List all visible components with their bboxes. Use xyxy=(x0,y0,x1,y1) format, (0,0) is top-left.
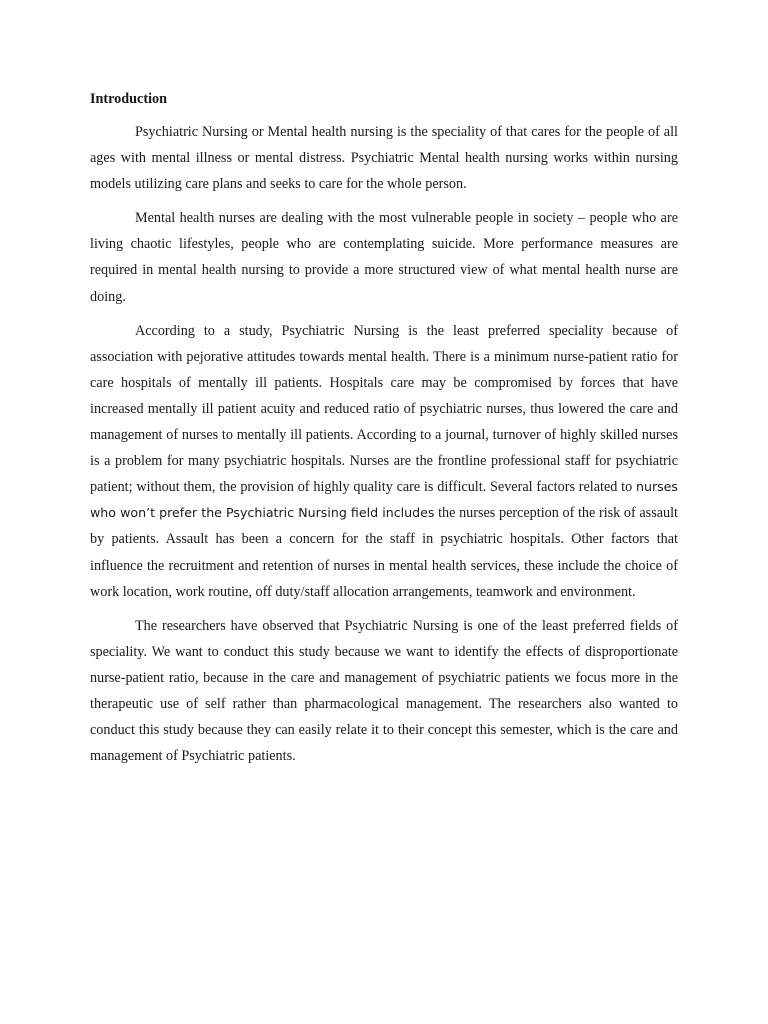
paragraph-3-alt-font-text: nurses who won’t prefer the Psychiatric Nursing field includes xyxy=(90,479,678,521)
paragraph-1: Psychiatric Nursing or Mental health nursing is the speciality of that cares for the people of all ages with mental illness or mental distress. Psychiatric Mental health nursing works within nursing models utilizing care plans and seeks to care for the whole person. xyxy=(90,124,678,193)
paragraph-3-text-b: the nurses perception of the risk of assault by patients. Assault has been a concern for the staff in psychiatric hospitals. Other factors that influence the recruitment and retention of nurses in mental health services, these include the choice of work location, work routine, off duty/staff allocation arrangements, teamwork and environment. xyxy=(90,505,679,600)
paragraph-3-text-a: According to a study, Psychiatric Nursing is the least preferred speciality because of association with pejorative attitudes towards mental health. There is a minimum nurse-patient ratio for care hospitals of mentally ill patients. Hospitals care may be compromised by forces that have increased mentally ill patient acuity and reduced ratio of psychiatric nurses, thus lowered the care and management of nurses to mentally ill patients. According to a journal, turnover of highly skilled nurses is a problem for many psychiatric hospitals. Nurses are the frontline professional staff for psychiatric patient; without them, the provision of highly quality care is difficult. Several factors related to xyxy=(90,322,678,496)
section-heading: Introduction xyxy=(90,91,167,107)
paragraph-2: Mental health nurses are dealing with the most vulnerable people in society – people who are living chaotic lifestyles, people who are contemplating suicide. More performance measures are required in mental health nursing to provide a more structured view of what mental health nurse are doing. xyxy=(90,210,678,305)
paragraph-3 xyxy=(90,318,678,605)
paragraph-4: The researchers have observed that Psychiatric Nursing is one of the least preferred fields of speciality. We want to conduct this study because we want to identify the effects of disproportionate nurse-patient ratio, because in the care and management of psychiatric patients we focus more in the therapeutic use of self rather than pharmacological management. The researchers also wanted to conduct this study because they can easily relate it to their concept this semester, which is the care and management of Psychiatric patients. xyxy=(90,617,678,765)
document-body xyxy=(90,86,678,769)
